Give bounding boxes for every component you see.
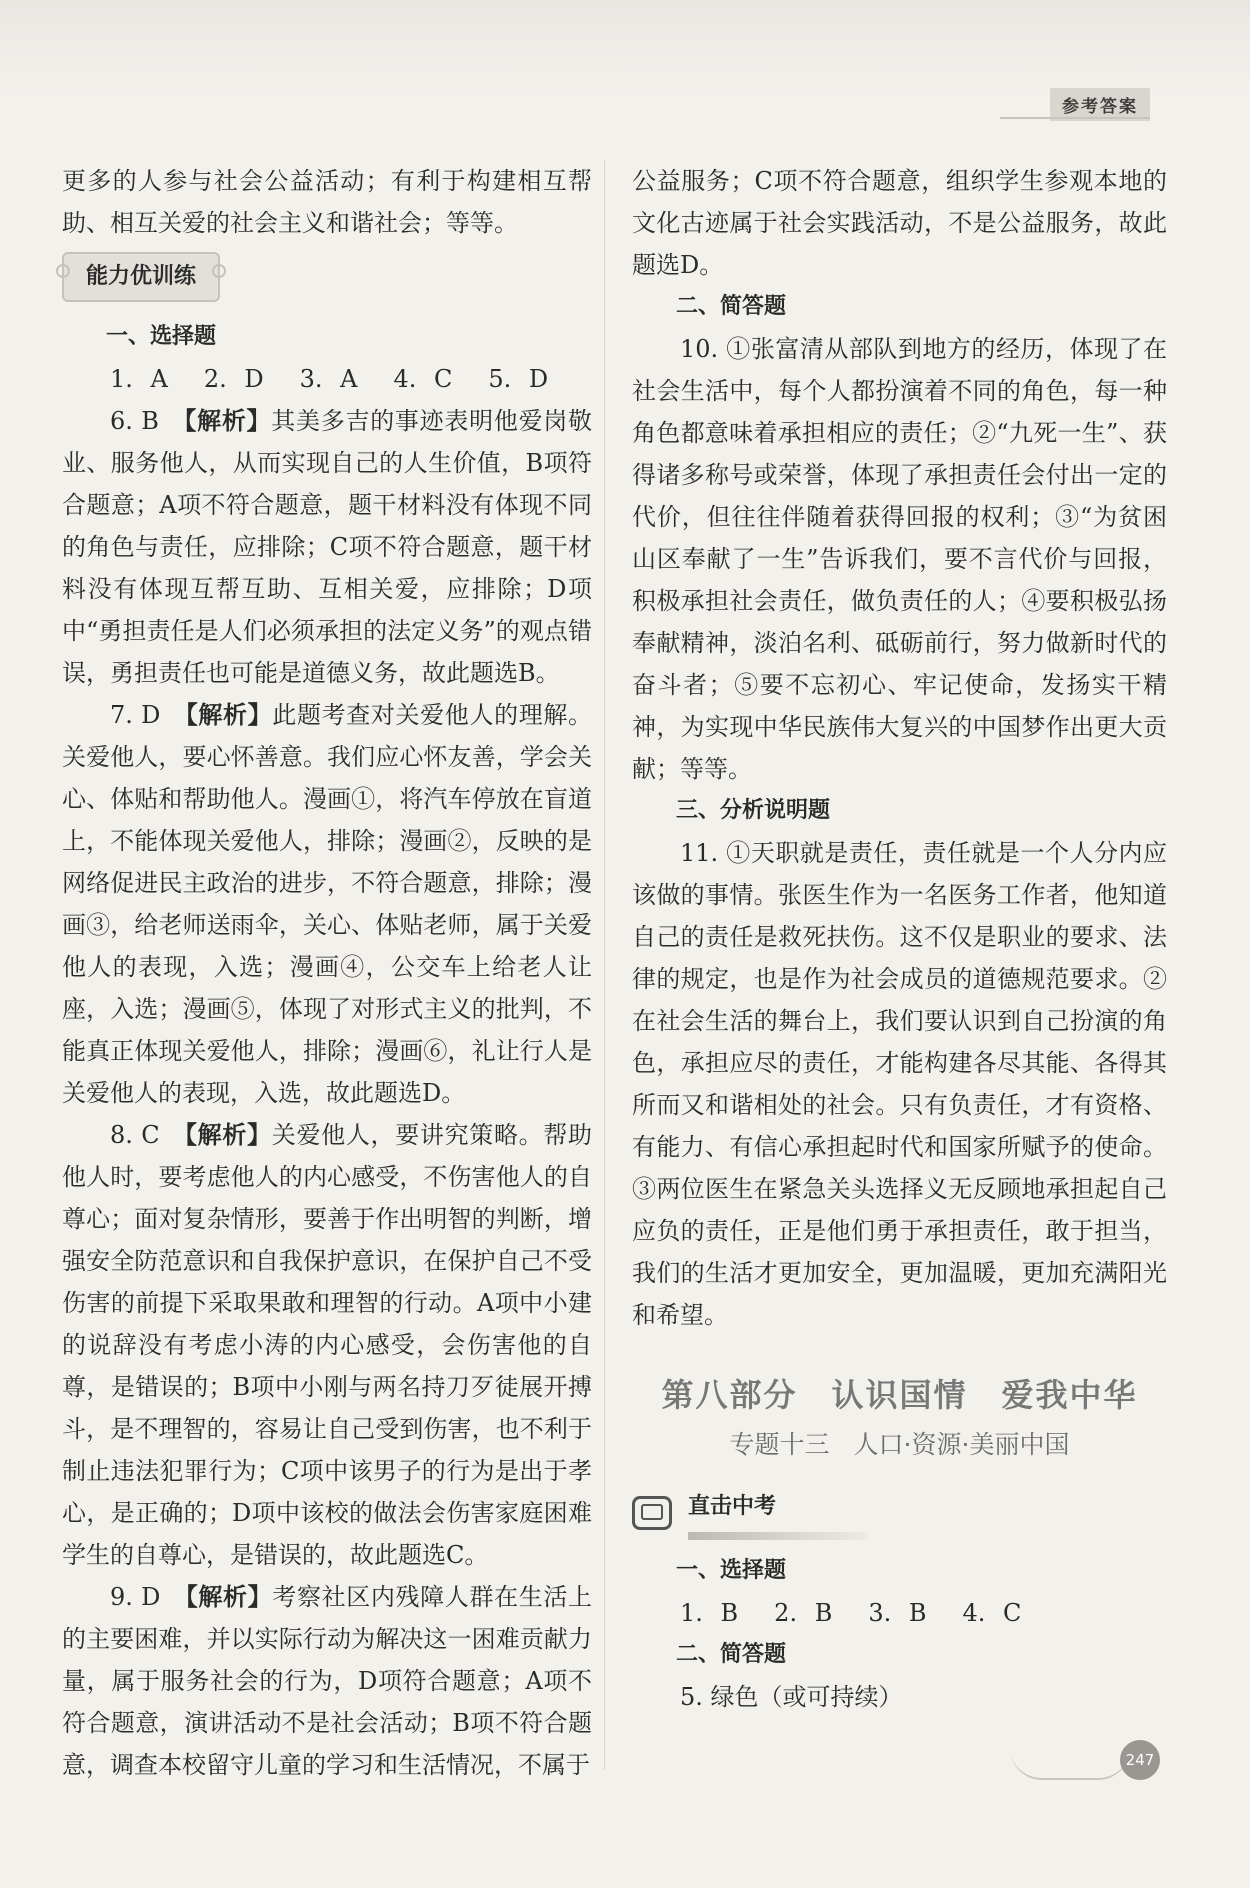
question-5: 5. 绿色（或可持续） bbox=[680, 1683, 903, 1711]
q7-number: 7. D bbox=[110, 701, 161, 729]
q9-number: 9. D bbox=[110, 1583, 161, 1611]
q8-text: 关爱他人，要讲究策略。帮助他人时，要考虑他人的内心感受，不伤害他人的自尊心；面对复杂情形，要善于作出明智的判断，增强安全防范意识和自我保护意识，在保护自己不受伤害的前提下采取果敢和理智的行动。A项中小建的说辞没有考虑小涛的内心感受，会伤害他的自尊，是错误的；B项中小刚与两名持刀歹徒展开搏斗，是不理智的，容易让自己受到伤害，也不利于制止违法犯罪行为；C项中该男子的行为是出于孝心，是正确的；D项中该校的做法会伤害家庭困难学生的自尊心，是错误的，故此题选C。 bbox=[62, 1121, 593, 1569]
right-section-heading-choice: 一、选择题 bbox=[676, 1558, 787, 1583]
page-top-band bbox=[0, 0, 1250, 95]
answer-3: 3. A bbox=[299, 365, 358, 393]
intro-paragraph: 更多的人参与社会公益活动；有利于构建相互帮助、相互关爱的社会主义和谐社会；等等。 bbox=[62, 167, 592, 237]
section-heading-short-answer: 二、简答题 bbox=[676, 294, 787, 319]
right-section-heading-short-answer: 二、简答题 bbox=[676, 1642, 787, 1667]
q6-number: 6. B bbox=[110, 407, 159, 435]
answer-1: 1. A bbox=[110, 365, 168, 393]
exam-section-header bbox=[632, 1486, 1167, 1540]
question-8 bbox=[62, 1114, 592, 1576]
right-answers-row bbox=[632, 1592, 1167, 1634]
question-9 bbox=[62, 1576, 592, 1786]
answer-5: 5. D bbox=[488, 365, 549, 393]
q9-label: 【解析】 bbox=[185, 1583, 273, 1611]
header-tag: 参考答案 bbox=[1050, 88, 1150, 121]
right-column bbox=[632, 160, 1167, 1718]
tv-icon bbox=[632, 1496, 672, 1530]
section-heading-choice: 一、选择题 bbox=[106, 324, 217, 349]
question-6 bbox=[62, 400, 592, 694]
topic-prefix: 专题十三 bbox=[729, 1430, 830, 1459]
section-underline bbox=[688, 1532, 868, 1540]
topic-name: 人口·资源·美丽中国 bbox=[853, 1430, 1070, 1459]
q7-text: 此题考查对关爱他人的理解。关爱他人，要心怀善意。我们应心怀友善，学会关心、体贴和帮助他人。漫画①，将汽车停放在盲道上，不能体现关爱他人，排除；漫画②，反映的是网络促进民主政治的进步，不符合题意，排除；漫画③，给老师送雨伞，关心、体贴老师，属于关爱他人的表现，入选；漫画④，公交车上给老人让座，入选；漫画⑤，体现了对形式主义的批判，不能真正体现关爱他人，排除；漫画⑥，礼让行人是关爱他人的表现，入选，故此题选D。 bbox=[62, 701, 593, 1107]
continuation-paragraph: 公益服务；C项不符合题意，组织学生参观本地的文化古迹属于社会实践活动，不是公益服务，故此题选D。 bbox=[632, 167, 1167, 279]
left-column bbox=[62, 160, 592, 1786]
section-heading-analysis: 三、分析说明题 bbox=[676, 798, 831, 823]
r-answer-2: 2. B bbox=[774, 1599, 833, 1627]
answer-4: 4. C bbox=[393, 365, 453, 393]
q9-text: 考察社区内残障人群在生活上的主要困难，并以实际行动为解决这一困难贡献力量，属于服务社会的行为，D项符合题意；A项不符合题意，演讲活动不是社会活动；B项不符合题意，调查本校留守儿童的学习和生活情况，不属于 bbox=[62, 1583, 593, 1779]
page-number: 247 bbox=[1120, 1740, 1160, 1780]
part-title: 第八部分 认识国情 爱我中华 bbox=[661, 1376, 1138, 1414]
q8-label: 【解析】 bbox=[184, 1121, 272, 1149]
q7-label: 【解析】 bbox=[185, 701, 273, 729]
r-answer-3: 3. B bbox=[868, 1599, 927, 1627]
ability-training-badge: 能力优训练 bbox=[62, 252, 220, 302]
footer-ornament bbox=[1010, 1748, 1130, 1780]
question-10: 10. ①张富清从部队到地方的经历，体现了在社会生活中，每个人都扮演着不同的角色，每一种角色都意味着承担相应的责任；②“九死一生”、获得诸多称号或荣誉，体现了承担责任会付出一定的代价，但往往伴随着获得回报的权利；③“为贫困山区奉献了一生”告诉我们，要不言代价与回报，积极承担社会责任，做负责任的人；④要积极弘扬奉献精神，淡泊名利、砥砺前行，努力做新时代的奋斗者；⑤要不忘初心、牢记使命，发扬实干精神，为实现中华民族伟大复兴的中国梦作出更大贡献；等等。 bbox=[632, 335, 1167, 783]
exam-section-label: 直击中考 bbox=[688, 1494, 777, 1519]
answer-2: 2. D bbox=[203, 365, 264, 393]
answers-row bbox=[62, 358, 592, 400]
header-rule bbox=[1000, 117, 1150, 119]
r-answer-1: 1. B bbox=[680, 1599, 739, 1627]
q6-label: 【解析】 bbox=[184, 407, 272, 435]
question-7 bbox=[62, 694, 592, 1114]
r-answer-4: 4. C bbox=[962, 1599, 1022, 1627]
question-11: 11. ①天职就是责任，责任就是一个人分内应该做的事情。张医生作为一名医务工作者，他知道自己的责任是救死扶伤。这不仅是职业的要求、法律的规定，也是作为社会成员的道德规范要求。②在社会生活的舞台上，我们要认识到自己扮演的角色，承担应尽的责任，才能构建各尽其能、各得其所而又和谐相处的社会。只有负责任，才有资格、有能力、有信心承担起时代和国家所赋予的使命。③两位医生在紧急关头选择义无反顾地承担起自己应负的责任，正是他们勇于承担责任，敢于担当，我们的生活才更加安全，更加温暖，更加充满阳光和希望。 bbox=[632, 839, 1167, 1329]
column-divider bbox=[604, 160, 605, 1770]
q8-number: 8. C bbox=[110, 1121, 160, 1149]
topic-title bbox=[632, 1424, 1167, 1466]
q6-text: 其美多吉的事迹表明他爱岗敬业、服务他人，从而实现自己的人生价值，B项符合题意；A项不符合题意，题干材料没有体现不同的角色与责任，应排除；C项不符合题意，题干材料没有体现互帮互助、互相关爱，应排除；D项中“勇担责任是人们必须承担的法定义务”的观点错误，勇担责任也可能是道德义务，故此题选B。 bbox=[62, 407, 593, 687]
